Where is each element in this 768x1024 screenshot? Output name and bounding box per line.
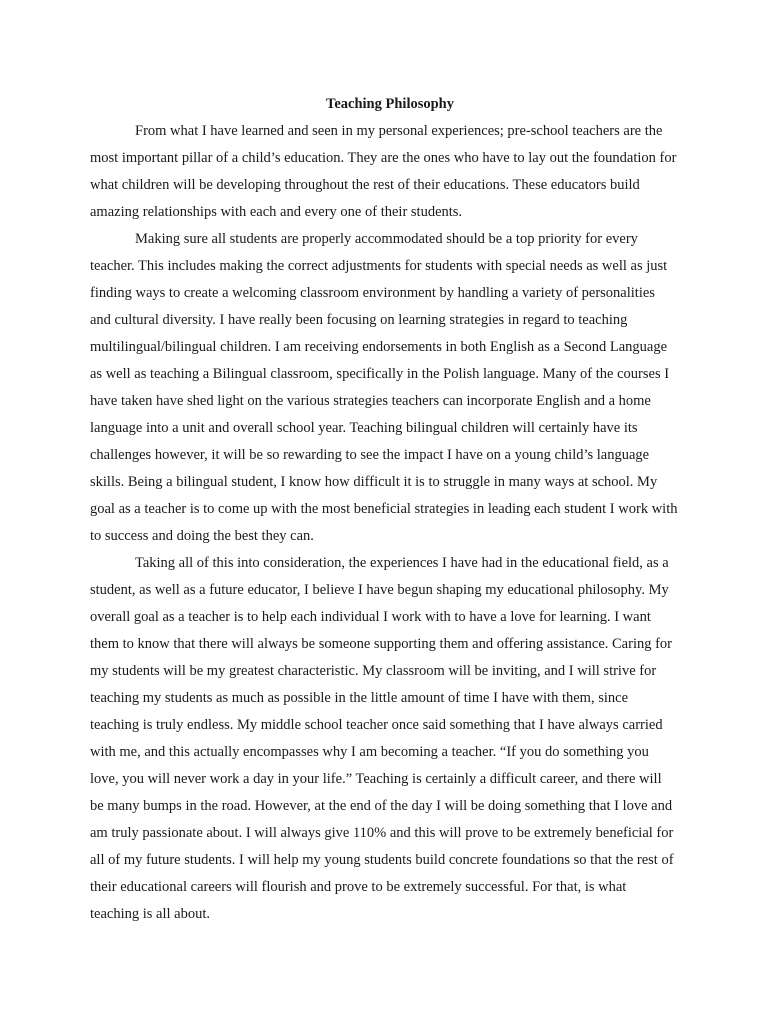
- document-body: [90, 91, 678, 928]
- paragraph-2: Making sure all students are properly accommodated should be a top priority for every teacher. This includes making the correct adjustments for students with special needs as well as just finding ways to create a welcoming classroom environment by handling a variety of personalities and cultural diversity. I have really been focusing on learning strategies in regard to teaching multilingual/bilingual children. I am receiving endorsements in both English as a Second Language as well as teaching a Bilingual classroom, specifically in the Polish language. Many of the courses I have taken have shed light on the various strategies teachers can incorporate English and a home language into a unit and overall school year. Teaching bilingual children will certainly have its challenges however, it will be so rewarding to see the impact I have on a young child’s language skills. Being a bilingual student, I know how difficult it is to struggle in many ways at school. My goal as a teacher is to come up with the most beneficial strategies in leading each student I work with to success and doing the best they can.: [90, 231, 678, 544]
- paragraph-1: From what I have learned and seen in my personal experiences; pre-school teachers are the most important pillar of a child’s education. They are the ones who have to lay out the foundation for what children will be developing throughout the rest of their educations. These educators build amazing relationships with each and every one of their students.: [90, 123, 677, 220]
- document-title: Teaching Philosophy: [326, 96, 454, 112]
- paragraph-3: Taking all of this into consideration, the experiences I have had in the educational field, as a student, as well as a future educator, I believe I have begun shaping my educational philosophy. My overall goal as a teacher is to help each individual I work with to have a love for learning. I want them to know that there will always be someone supporting them and offering assistance. Caring for my students will be my greatest characteristic. My classroom will be inviting, and I will strive for teaching my students as much as possible in the little amount of time I have with them, since teaching is truly endless. My middle school teacher once said something that I have always carried with me, and this actually encompasses why I am becoming a teacher. “If you do something you love, you will never work a day in your life.” Teaching is certainly a difficult career, and there will be many bumps in the road. However, at the end of the day I will be doing something that I love and am truly passionate about. I will always give 110% and this will prove to be extremely beneficial for all of my future students. I will help my young students build concrete foundations so that the rest of their educational careers will flourish and prove to be extremely successful. For that, is what teaching is all about.: [90, 555, 674, 922]
